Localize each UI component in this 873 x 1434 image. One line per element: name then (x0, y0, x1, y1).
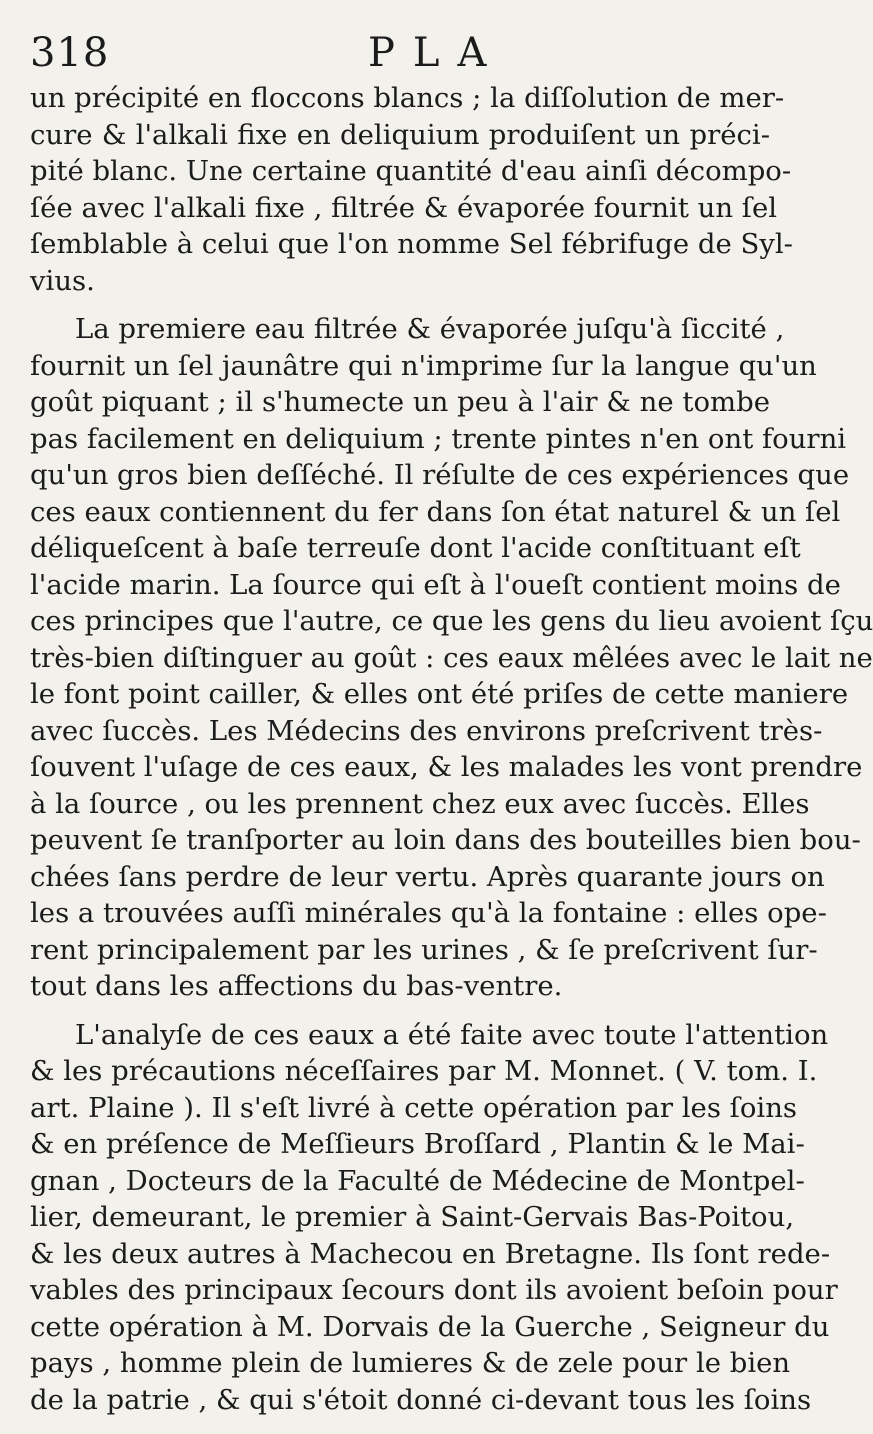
body-text (30, 80, 873, 1418)
text-line: les a trouvées auſſi minérales qu'à la fontaine : elles ope- (30, 897, 827, 929)
text-line: ſemblable à celui que l'on nomme Sel fébrifuge de Syl- (30, 228, 793, 260)
text-line: & les deux autres à Machecou en Bretagne. Ils ſont rede- (30, 1237, 831, 1270)
text-line: de la patrie , & qui s'étoit donné ci-devant tous les ſoins (30, 1383, 812, 1416)
text-line: le font point cailler, & elles ont été priſes de cette maniere (30, 678, 849, 710)
running-head: PLA (368, 30, 505, 76)
text-line: fournit un ſel jaunâtre qui n'imprime ſur la langue qu'un (30, 349, 817, 382)
text-line: tout dans les affections du bas-ventre. (30, 970, 563, 1002)
text-line: cette opération à M. Dorvais de la Guerche , Seigneur du (30, 1310, 830, 1343)
text-line: ſouvent l'uſage de ces eaux, & les malades les vont prendre (30, 751, 863, 783)
text-line: à la ſource , ou les prennent chez eux avec ſuccès. Elles (30, 787, 810, 820)
text-line: déliqueſcent à baſe terreuſe dont l'acide conſtituant eſt (30, 532, 801, 564)
text-line: cure & l'alkali fixe en deliquium produiſent un préci- (30, 118, 770, 151)
text-line: rent principalement par les urines , & ſe preſcrivent ſur- (30, 933, 818, 966)
text-line: & les précautions néceſſaires par M. Monnet. ( V. tom. I. (30, 1055, 818, 1087)
paragraph-first-line: L'analyſe de ces eaux a été faite avec toute l'attention (75, 1018, 829, 1051)
text-line: & en préſence de Meſſieurs Broſſard , Plantin & le Mai- (30, 1128, 805, 1160)
text-line: pité blanc. Une certaine quantité d'eau ainſi décompo- (30, 155, 792, 187)
text-line: avec ſuccès. Les Médecins des environs preſcrivent très- (30, 714, 823, 747)
text-line: vables des principaux ſecours dont ils avoient beſoin pour (30, 1274, 838, 1306)
text-line: vius. (30, 264, 95, 297)
page-number: 318 (30, 30, 110, 76)
text-line: chées ſans perdre de leur vertu. Après quarante jours on (30, 860, 825, 893)
text-line: peuvent ſe tranſporter au loin dans des bouteilles bien bou- (30, 824, 861, 856)
text-line: un précipité en floccons blancs ; la diſſolution de mer- (30, 82, 785, 114)
text-line: art. Plaine ). Il s'eſt livré à cette opération par les ſoins (30, 1091, 798, 1124)
paragraph-first-line: La premiere eau filtrée & évaporée juſqu'à ſiccité , (75, 313, 785, 345)
text-line: très-bien diſtinguer au goût : ces eaux mêlées avec le lait ne (30, 641, 873, 674)
text-line: ces principes que l'autre, ce que les gens du lieu avoient ſçu (30, 605, 873, 637)
text-line: gnan , Docteurs de la Faculté de Médecine de Montpel- (30, 1164, 805, 1197)
text-line: lier, demeurant, le premier à Saint-Gervais Bas-Poitou, (30, 1201, 795, 1233)
text-line: pas facilement en deliquium ; trente pintes n'en ont fourni (30, 422, 847, 455)
text-line: qu'un gros bien deſſéché. Il réſulte de ces expériences que (30, 459, 850, 491)
text-line: l'acide marin. La ſource qui eſt à l'oueſt contient moins de (30, 568, 841, 601)
page-header (30, 30, 775, 82)
text-line: ſée avec l'alkali fixe , filtrée & évaporée fournit un ſel (30, 191, 778, 224)
text-line: ces eaux contiennent du fer dans ſon état naturel & un ſel (30, 495, 841, 528)
text-line: goût piquant ; il s'humecte un peu à l'air & ne tombe (30, 386, 770, 418)
text-line: pays , homme plein de lumieres & de zele pour le bien (30, 1347, 791, 1379)
